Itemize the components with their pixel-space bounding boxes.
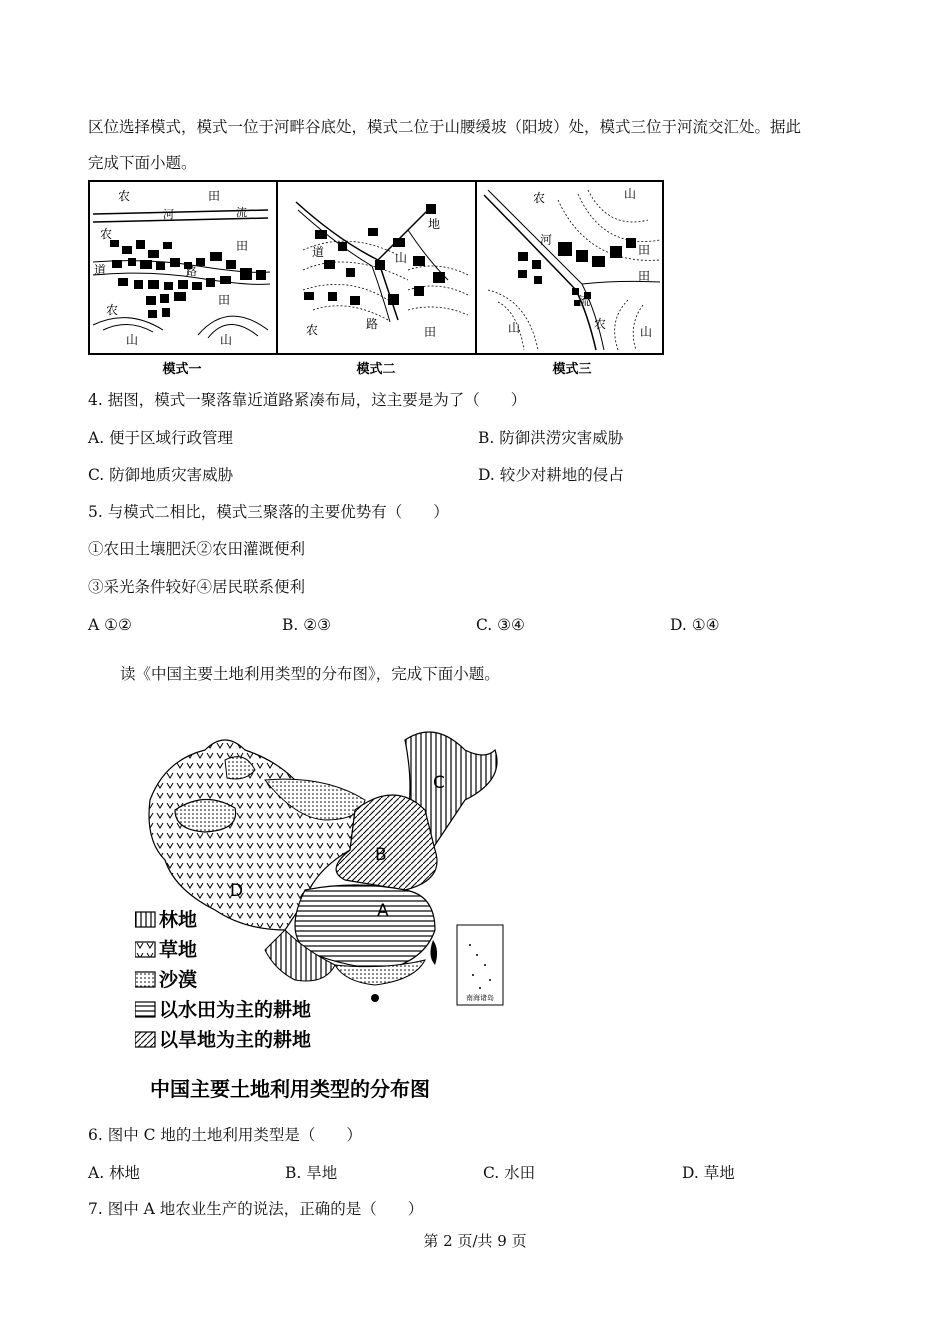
p2-label-lu: 路: [366, 317, 379, 331]
legend-swatch-paddy: [135, 1002, 155, 1017]
q4-option-b[interactable]: B. 防御洪涝灾害威胁: [478, 429, 624, 447]
p2-label-tian: 田: [424, 325, 437, 339]
south-china-sea-inset: [457, 925, 503, 1005]
q6-option-a[interactable]: A. 林地: [88, 1164, 141, 1182]
legend-swatch-desert: [135, 972, 155, 987]
inset-label: 南海诸岛: [466, 994, 494, 1002]
legend-swatch-dry: [135, 1032, 155, 1047]
p1-label-shan2: 山: [220, 333, 233, 347]
p1-label-nong2: 农: [100, 227, 113, 241]
legend-dry: 以旱地为主的耕地: [159, 1029, 312, 1051]
settlement-pattern-figure: [88, 180, 666, 384]
p2-label-di: 地: [428, 217, 441, 231]
p1-label-liu: 流: [236, 206, 247, 219]
q5-option-d[interactable]: D. ①④: [670, 616, 720, 634]
p2-label-nong: 农: [306, 323, 319, 337]
q6-option-d[interactable]: D. 草地: [682, 1164, 735, 1182]
p3-label-liu: 流: [578, 294, 591, 308]
p2-label-shan: 山: [395, 251, 408, 265]
q5-statements-1: ①农田土壤肥沃②农田灌溉便利: [88, 540, 306, 558]
q6-option-b[interactable]: B. 旱地: [285, 1164, 338, 1182]
p2-label-dao: 道: [312, 245, 325, 259]
p1-label-tian: 田: [208, 189, 221, 203]
legend-swatch-grass: [135, 942, 155, 957]
p3-label-tian: 田: [638, 243, 651, 257]
p1-label-tian3: 田: [218, 293, 231, 307]
p3-label-tian2: 田: [638, 269, 651, 283]
region-desert-tarim: [175, 799, 236, 832]
q4-stem: 4. 据图，模式一聚落靠近道路紧凑布局，这主要是为了（ ）: [88, 391, 527, 409]
p3-label-shan3: 山: [640, 325, 653, 339]
p1-label-he: 河: [163, 208, 174, 221]
q4-option-a[interactable]: A. 便于区域行政管理: [88, 429, 234, 447]
intro-line-2: 完成下面小题。: [88, 154, 197, 172]
region-label-c: C: [433, 773, 445, 793]
map-intro: 读《中国主要土地利用类型的分布图》，完成下面小题。: [120, 665, 500, 683]
p1-label-nong: 农: [118, 189, 131, 203]
q5-option-a[interactable]: A ①②: [88, 616, 132, 634]
hainan-island: [371, 994, 379, 1002]
q5-option-c[interactable]: C. ③④: [476, 616, 525, 634]
p1-label-shan: 山: [126, 333, 139, 347]
region-label-d: D: [230, 881, 244, 901]
q5-statements-2: ③采光条件较好④居民联系便利: [88, 578, 306, 596]
caption-mode-1: 模式一: [162, 362, 202, 377]
p3-label-nong2: 农: [594, 317, 607, 331]
p3-label-nong: 农: [533, 191, 546, 205]
p1-label-lu: 路: [186, 265, 197, 278]
q4-option-c[interactable]: C. 防御地质灾害威胁: [88, 466, 234, 484]
q6-stem: 6. 图中 C 地的土地利用类型是（ ）: [88, 1126, 362, 1144]
caption-mode-3: 模式三: [552, 362, 592, 377]
p1-label-nong3: 农: [106, 303, 119, 317]
taiwan-island: [430, 940, 437, 965]
legend-swatch-forest: [135, 912, 155, 927]
q7-stem: 7. 图中 A 地农业生产的说法，正确的是（ ）: [88, 1200, 424, 1218]
china-land-use-map: [135, 720, 535, 1114]
legend-paddy: 以水田为主的耕地: [159, 999, 312, 1021]
page-footer: 第 2 页/共 9 页: [423, 1232, 527, 1250]
region-label-b: B: [375, 845, 387, 865]
map-title: 中国主要土地利用类型的分布图: [150, 1077, 430, 1101]
q5-option-b[interactable]: B. ②③: [282, 616, 332, 634]
q6-option-c[interactable]: C. 水田: [483, 1164, 536, 1182]
legend-grass: 草地: [159, 939, 198, 961]
p3-label-shan2: 山: [508, 321, 521, 335]
legend-forest: 林地: [159, 909, 198, 931]
intro-line-1: 区位选择模式，模式一位于河畔谷底处，模式二位于山腰缓坡（阳坡）处，模式三位于河流交汇处。据此: [88, 118, 802, 136]
q5-stem: 5. 与模式二相比，模式三聚落的主要优势有（ ）: [88, 503, 449, 521]
p3-label-he: 河: [540, 233, 553, 247]
caption-mode-2: 模式二: [356, 362, 396, 377]
q4-option-d[interactable]: D. 较少对耕地的侵占: [478, 466, 624, 484]
p3-label-shan: 山: [624, 187, 637, 201]
p1-label-dao: 道: [94, 263, 107, 277]
legend-desert: 沙漠: [159, 969, 198, 991]
p1-label-tian2: 田: [236, 239, 249, 253]
region-label-a: A: [377, 901, 389, 921]
